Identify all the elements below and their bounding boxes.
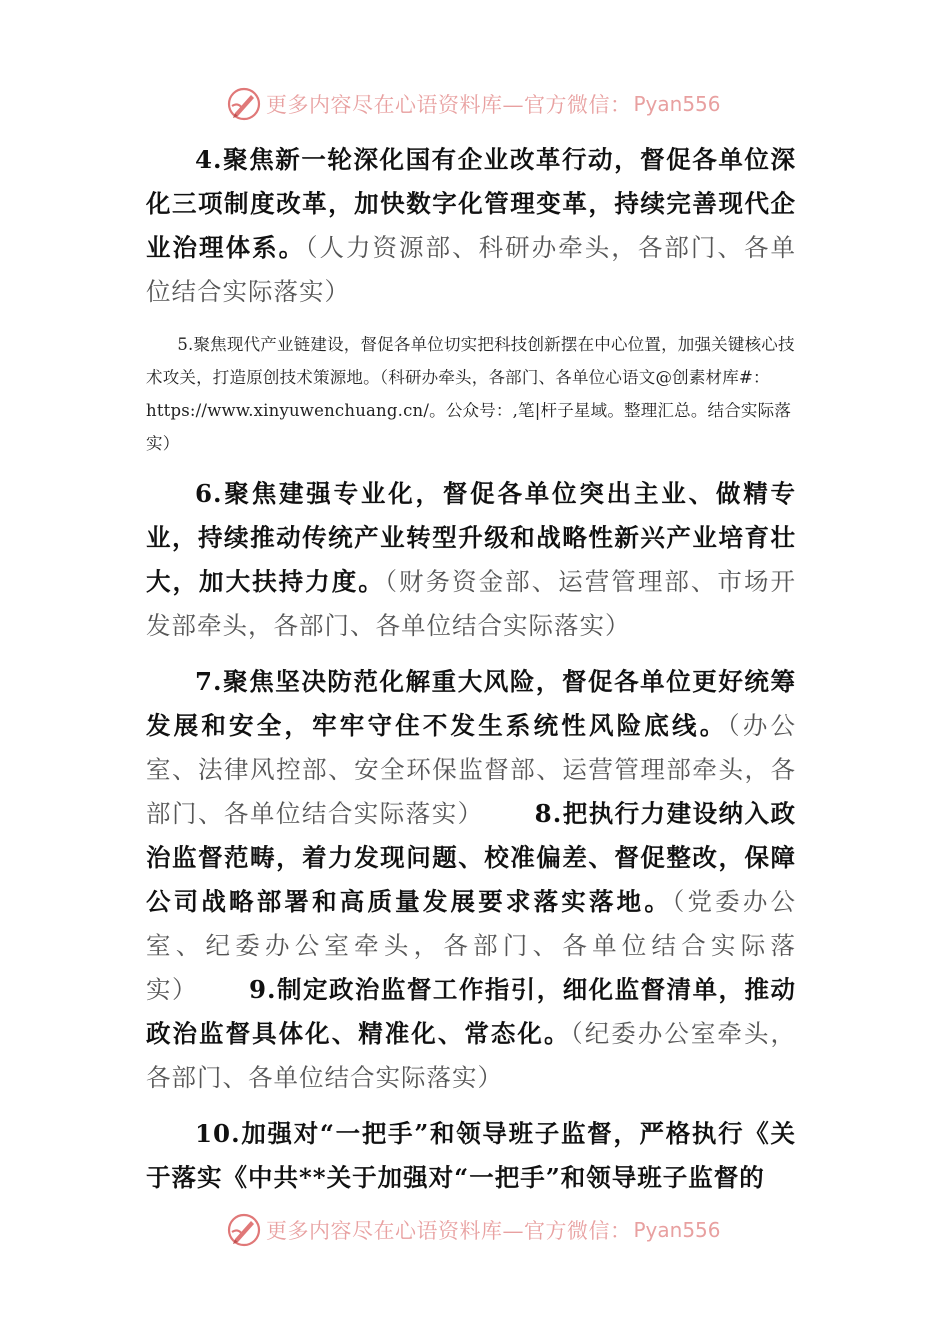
document-body bbox=[146, 138, 796, 1200]
paragraph-4-plain: （人力资源部、科研办牵头，各部门、各单位结合实际落实） bbox=[146, 233, 796, 306]
pen-logo-icon bbox=[226, 1212, 262, 1248]
watermark-id: Pyan556 bbox=[633, 92, 721, 116]
paragraph-9-plain: （纪委办公室牵头，各部门、各单位结合实际落实） bbox=[146, 1019, 796, 1092]
paragraph-4 bbox=[146, 138, 796, 314]
paragraph-6-plain: （财务资金部、运营管理部、市场开发部牵头，各部门、各单位结合实际落实） bbox=[146, 567, 796, 640]
paragraph-4-bold: 4.聚焦新一轮深化国有企业改革行动，督促各单位深化三项制度改革，加快数字化管理变革，持续完善现代企业治理体系。 bbox=[146, 145, 796, 262]
watermark-footer bbox=[226, 1210, 746, 1250]
paragraph-7-bold: 7.聚焦坚决防范化解重大风险，督促各单位更好统筹发展和安全，牢牢守住不发生系统性风险底线。 bbox=[146, 667, 796, 740]
paragraph-5: 5.聚焦现代产业链建设，督促各单位切实把科技创新摆在中心位置，加强关键核心技术攻关，打造原创技术策源地。（科研办牵头，各部门、各单位心语文@创素材库#：https://www.xinyuwenchuang.cn/。公众号：,笔|杆子星域。整理汇总。结合实际落实） bbox=[146, 335, 795, 453]
paragraph-6 bbox=[146, 472, 796, 648]
watermark-text: 更多内容尽在心语资料库—官方微信： bbox=[266, 93, 632, 117]
watermark-text: 更多内容尽在心语资料库—官方微信： bbox=[266, 1219, 632, 1243]
paragraph-10 bbox=[146, 1112, 796, 1200]
paragraph-7-plain: （办公室、法律风控部、安全环保监督部、运营管理部牵头，各部门、各单位结合实际落实） bbox=[146, 711, 797, 828]
watermark-id: Pyan556 bbox=[633, 1218, 721, 1242]
pen-logo-icon bbox=[226, 86, 262, 122]
paragraph-8-bold: 8.把执行力建设纳入政治监督范畴，着力发现问题、校准偏差、督促整改，保障公司战略部署和高质量发展要求落实落地。 bbox=[146, 799, 797, 916]
paragraph-7 bbox=[146, 660, 796, 1100]
paragraph-6-bold: 6.聚焦建强专业化，督促各单位突出主业、做精专业，持续推动传统产业转型升级和战略性新兴产业培育壮大，加大扶持力度。 bbox=[146, 479, 796, 596]
paragraph-8-plain: （党委办公室、纪委办公室牵头，各部门、各单位结合实际落实） bbox=[146, 887, 797, 1004]
paragraph-10-bold: 10.加强对“一把手”和领导班子监督，严格执行《关于落实《中共**关于加强对“一把手”和领导班子监督的 bbox=[146, 1119, 796, 1192]
watermark-header bbox=[226, 84, 746, 124]
paragraph-9-bold: 9.制定政治监督工作指引，细化监督清单，推动政治监督具体化、精准化、常态化。 bbox=[146, 975, 797, 1048]
